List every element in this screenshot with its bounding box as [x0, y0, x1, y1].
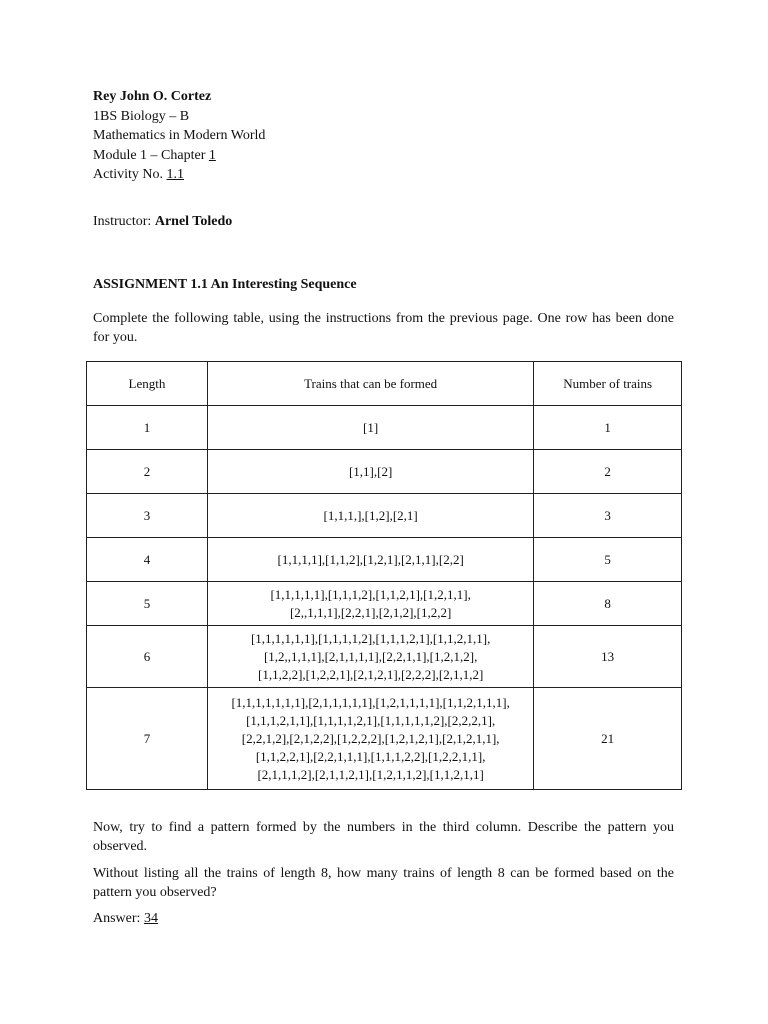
row-count: 13	[534, 626, 682, 688]
train-line: [2,1,1,1,2],[2,1,1,2,1],[1,2,1,1,2],[1,1,2,1,1]	[257, 766, 484, 782]
train-line: [1,1,1,],[1,2],[2,1]	[323, 507, 418, 523]
module-chapter: 1	[208, 147, 216, 163]
train-line: [1,1],[2]	[348, 463, 393, 479]
row-length: 3	[87, 494, 208, 538]
trains-table	[86, 361, 682, 790]
train-line: [1,1,2,2],[1,2,2,1],[2,1,2,1],[2,2,2],[2,1,1,2]	[257, 666, 484, 682]
row-length: 5	[87, 582, 208, 626]
row-length: 6	[87, 626, 208, 688]
header-length: Length	[87, 362, 208, 406]
table-row	[87, 626, 682, 688]
header-trains: Trains that can be formed	[207, 362, 533, 406]
row-length: 4	[87, 538, 208, 582]
train-line: [1,1,1,1,1,1,1],[2,1,1,1,1,1],[1,2,1,1,1,1],[1,1,2,1,1,1],	[231, 694, 510, 710]
table-row	[87, 450, 682, 494]
row-count: 1	[534, 406, 682, 450]
row-trains	[207, 494, 533, 538]
row-length: 2	[87, 450, 208, 494]
row-length: 7	[87, 688, 208, 790]
row-trains	[207, 450, 533, 494]
table-row	[87, 582, 682, 626]
activity-line	[93, 165, 265, 185]
table-row	[87, 494, 682, 538]
train-line: [1,1,1,2,1,1],[1,1,1,1,2,1],[1,1,1,1,1,2],[2,2,2,1],	[246, 712, 496, 728]
row-trains	[207, 582, 533, 626]
table-row	[87, 538, 682, 582]
student-name: Rey John O. Cortez	[93, 89, 212, 104]
answer-line	[93, 911, 158, 927]
pattern-question: Now, try to find a pattern formed by the numbers in the third column. Describe the pattern you observed.	[93, 820, 674, 854]
row-trains	[207, 406, 533, 450]
train-line: [2,2,1,2],[2,1,2,2],[1,2,2,2],[1,2,1,2,1],[2,1,2,1,1],	[241, 730, 500, 746]
module-prefix: Module 1 – Chapter	[93, 147, 209, 163]
train-line: [2,,1,1,1],[2,2,1],[2,1,2],[1,2,2]	[289, 604, 452, 620]
train-line: [1,1,1,1,1],[1,1,1,2],[1,1,2,1],[1,2,1,1],	[270, 586, 471, 602]
instructor-label: Instructor:	[93, 214, 155, 229]
train-line: [1,1,1,1,1,1],[1,1,1,1,2],[1,1,1,2,1],[1,1,2,1,1],	[250, 630, 491, 646]
subject-line: Mathematics in Modern World	[93, 128, 266, 143]
student-header	[93, 87, 265, 185]
course-line: 1BS Biology – B	[93, 108, 190, 124]
instructor-name: Arnel Toledo	[154, 214, 233, 229]
train-line: [1,1,1,1],[1,1,2],[1,2,1],[2,1,1],[2,2]	[277, 551, 464, 567]
train-line: [1,2,,1,1,1],[2,1,1,1,1],[2,2,1,1],[1,2,1,2],	[263, 648, 478, 664]
module-line	[93, 146, 265, 166]
train-line: [1,1,2,2,1],[2,2,1,1,1],[1,1,1,2,2],[1,2,2,1,1],	[255, 748, 486, 764]
header-count: Number of trains	[534, 362, 682, 406]
row-length: 1	[87, 406, 208, 450]
row-trains	[207, 626, 533, 688]
assignment-title: ASSIGNMENT 1.1 An Interesting Sequence	[93, 277, 357, 292]
row-count: 2	[534, 450, 682, 494]
answer-value: 34	[143, 911, 158, 926]
activity-prefix: Activity No.	[93, 167, 167, 182]
train-line: [1]	[363, 419, 379, 435]
table-row	[87, 688, 682, 790]
table-row	[87, 406, 682, 450]
row-trains	[207, 688, 533, 790]
instructor-line	[93, 214, 232, 230]
row-count: 8	[534, 582, 682, 626]
table-header-row	[87, 362, 682, 406]
length-8-question: Without listing all the trains of length 8, how many trains of length 8 can be formed based on the pattern you observed?	[93, 866, 674, 900]
row-trains	[207, 538, 533, 582]
assignment-instructions: Complete the following table, using the instructions from the previous page. One row has been done for you.	[93, 311, 674, 345]
row-count: 3	[534, 494, 682, 538]
row-count: 5	[534, 538, 682, 582]
row-count: 21	[534, 688, 682, 790]
answer-label: Answer:	[93, 911, 144, 926]
activity-number: 1.1	[166, 167, 184, 182]
